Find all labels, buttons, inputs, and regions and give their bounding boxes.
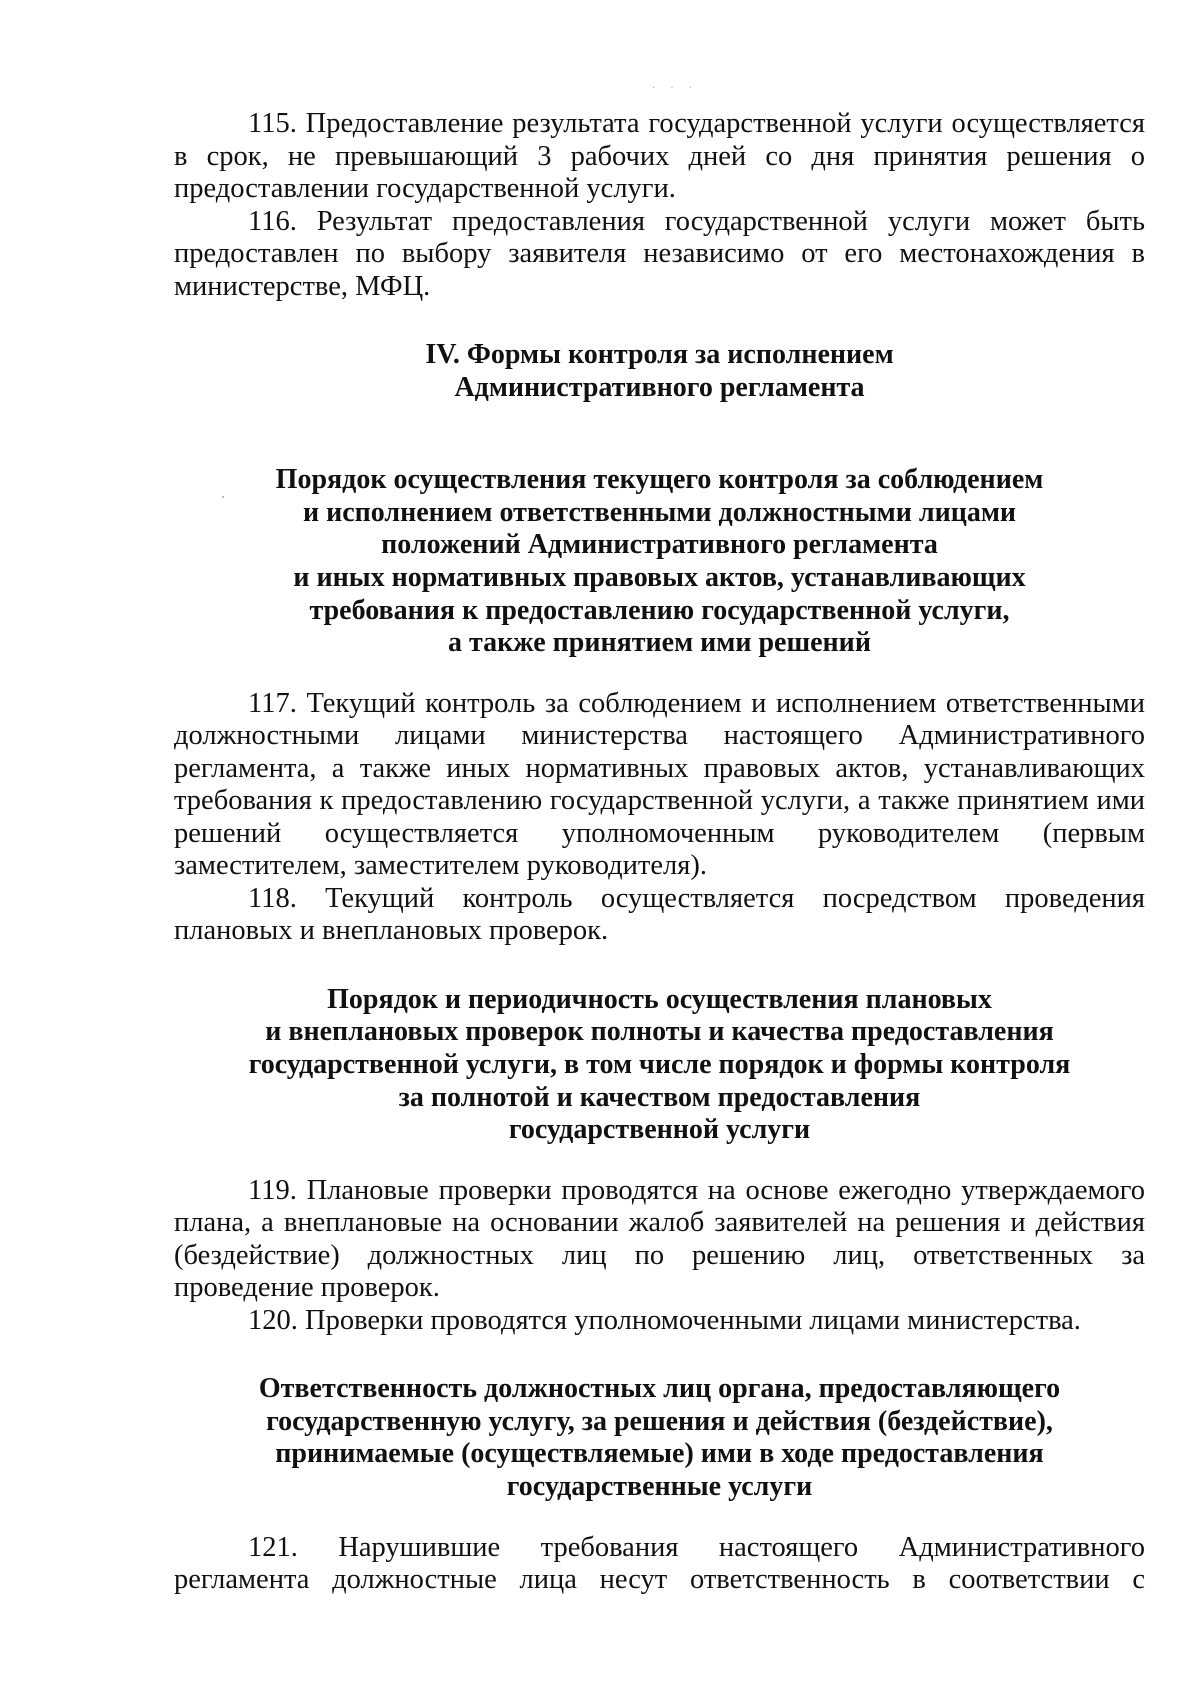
heading-line: требования к предоставлению государственной услуги, xyxy=(309,594,1010,626)
section-4-heading-line: IV. Формы контроля за исполнением xyxy=(425,339,894,370)
section-4-heading-line: Административного регламента xyxy=(454,371,865,403)
heading-line: принимаемые (осуществляемые) ими в ходе предоставления xyxy=(275,1438,1044,1470)
paragraph-118: 118. Текущий контроль осуществляется посредством проведения плановых и внеплановых проверок. xyxy=(174,882,1145,947)
document-page xyxy=(174,0,1145,1597)
section-4-heading xyxy=(174,339,1145,404)
paragraph-116: 116. Результат предоставления государственной услуги может быть предоставлен по выбору заявителя независимо от его местонахождения в министерстве, МФЦ. xyxy=(174,205,1145,302)
heading-line: и внеплановых проверок полноты и качества предоставления xyxy=(265,1016,1054,1048)
responsibility-heading xyxy=(174,1373,1145,1503)
paragraph-115: 115. Предоставление результата государственной услуги осуществляется в срок, не превышающий 3 рабочих дней со дня принятия решения о предоставлении государственной услуги. xyxy=(174,108,1145,204)
heading-line: государственные услуги xyxy=(506,1471,813,1502)
heading-line: и иных нормативных правовых актов, устанавливающих xyxy=(293,561,1026,593)
heading-line: Ответственность должностных лиц органа, предоставляющего xyxy=(258,1373,1061,1405)
heading-line: за полнотой и качеством предоставления xyxy=(398,1081,921,1113)
heading-line: Порядок осуществления текущего контроля за соблюдением xyxy=(275,464,1044,496)
inspections-heading xyxy=(174,984,1145,1147)
paragraph-120: 120. Проверки проводятся уполномоченными лицами министерства. xyxy=(248,1304,1081,1336)
paragraph-119: 119. Плановые проверки проводятся на основе ежегодно утверждаемого плана, а внеплановые на основании жалоб заявителей на решения и действия (бездействие) должностных лиц по решению лиц, ответственных за проведение проверок. xyxy=(174,1174,1145,1304)
heading-line: государственной услуги xyxy=(508,1114,811,1146)
heading-line: государственную услугу, за решения и действия (бездействие), xyxy=(266,1405,1053,1437)
heading-line: Порядок и периодичность осуществления плановых xyxy=(327,983,992,1015)
heading-line: а также принятием ими решений xyxy=(448,627,871,659)
paragraph-121: 121. Нарушившие требования настоящего Административного регламента должностные лица несут ответственность в соответствии с xyxy=(174,1531,1145,1596)
scan-artifact: . . . xyxy=(652,80,698,91)
paragraph-117: 117. Текущий контроль за соблюдением и исполнением ответственными должностными лицами министерства настоящего Административного регламента, а также иных нормативных правовых актов, устанавливающих требования к предоставлению государственной услуги, а также принятием ими решений осуществляется уполномоченным руководителем (первым заместителем, заместителем руководителя). xyxy=(174,687,1145,882)
heading-line: и исполнением ответственными должностными лицами xyxy=(302,496,1017,528)
current-control-heading xyxy=(174,464,1145,660)
heading-line: положений Административного регламента xyxy=(381,529,938,561)
heading-line: государственной услуги, в том числе порядок и формы контроля xyxy=(248,1048,1071,1080)
